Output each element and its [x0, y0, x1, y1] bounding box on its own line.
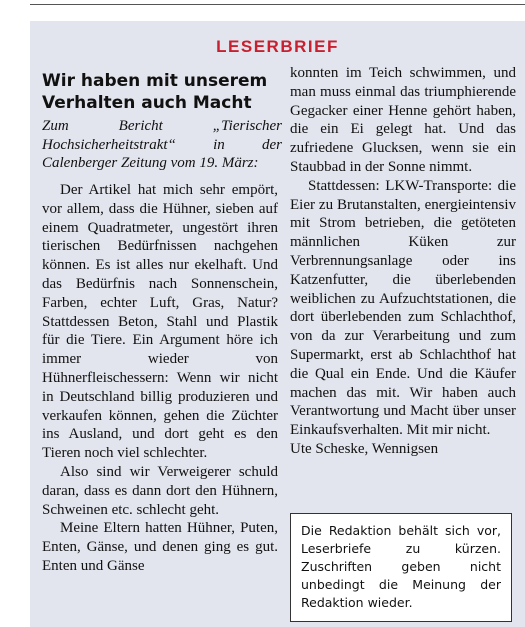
body-paragraph: konnten im Teich schwimmen, und man muss einmal das triumphierende Gegacker einer Henne gehört haben, die ein Ei gelegt hat. Und das zufriedene Glucksen, wenn sie ein Staubbad in der Sonne nimmt. — [290, 65, 516, 175]
article-subhead: Zum Bericht „Tierischer Hochsicherheitstrakt“ in der Calenberger Zeitung vom 19. März: — [42, 118, 282, 171]
body-paragraph: Stattdessen: LKW-Transporte: die Eier zu Brutanstalten, energieintensiv mit Strom betrieben, die getöteten männlichen Küken zur Verbrennungsanlage oder ins Katzenfutter, die überlebenden weiblichen zu Aufzuchtstationen, die dort überlebenden zum Schlachthof, von da zur Verarbeitung und zum Supermarkt, erst ab Schlachthof hat die Qual ein Ende. Und die Käufer machen das mit. Wir haben auch Verantwortung und Macht über unser Einkaufsverhalten. Mit mir nicht. — [290, 177, 516, 439]
body-paragraph: Also sind wir Verweigerer schuld daran, dass es dann dort den Hühnern, Schweinen etc. schlecht geht. — [42, 463, 278, 518]
left-column — [42, 181, 278, 576]
editorial-note-box: Die Redaktion behält sich vor, Leserbriefe zu kürzen. Zuschriften geben nicht unbedingt die Meinung der Redaktion wieder. — [290, 513, 512, 622]
author-signature: Ute Scheske, Wennigsen — [290, 440, 439, 457]
section-kicker: LESERBRIEF — [216, 37, 339, 56]
article-headline: Wir haben mit unserem Verhalten auch Macht — [42, 71, 268, 113]
right-column — [290, 64, 516, 459]
body-paragraph: Der Artikel hat mich sehr empört, vor allem, dass die Hühner, sieben auf einem Quadratmeter, ungestört ihren tierischen Bedürfnissen nachgehen können. Es ist alles nur ekelhaft. Und das Bedürfnis nach Sonnenschein, Farben, echter Luft, Gras, Natur? Stattdessen Beton, Stahl und Plastik für die Tiere. Ein Argument höre ich immer wieder von Hühnerfleischessern: Wenn wir nicht in Deutschland billig produzieren und verkaufen können, gehen die Züchter ins Ausland, und dort geht es den Tieren noch viel schlechter. — [42, 182, 278, 462]
letter-panel — [30, 21, 525, 627]
top-rule — [30, 4, 525, 5]
body-paragraph: Meine Eltern hatten Hühner, Puten, Enten, Gänse, und denen ging es gut. Enten und Gänse — [42, 520, 278, 574]
